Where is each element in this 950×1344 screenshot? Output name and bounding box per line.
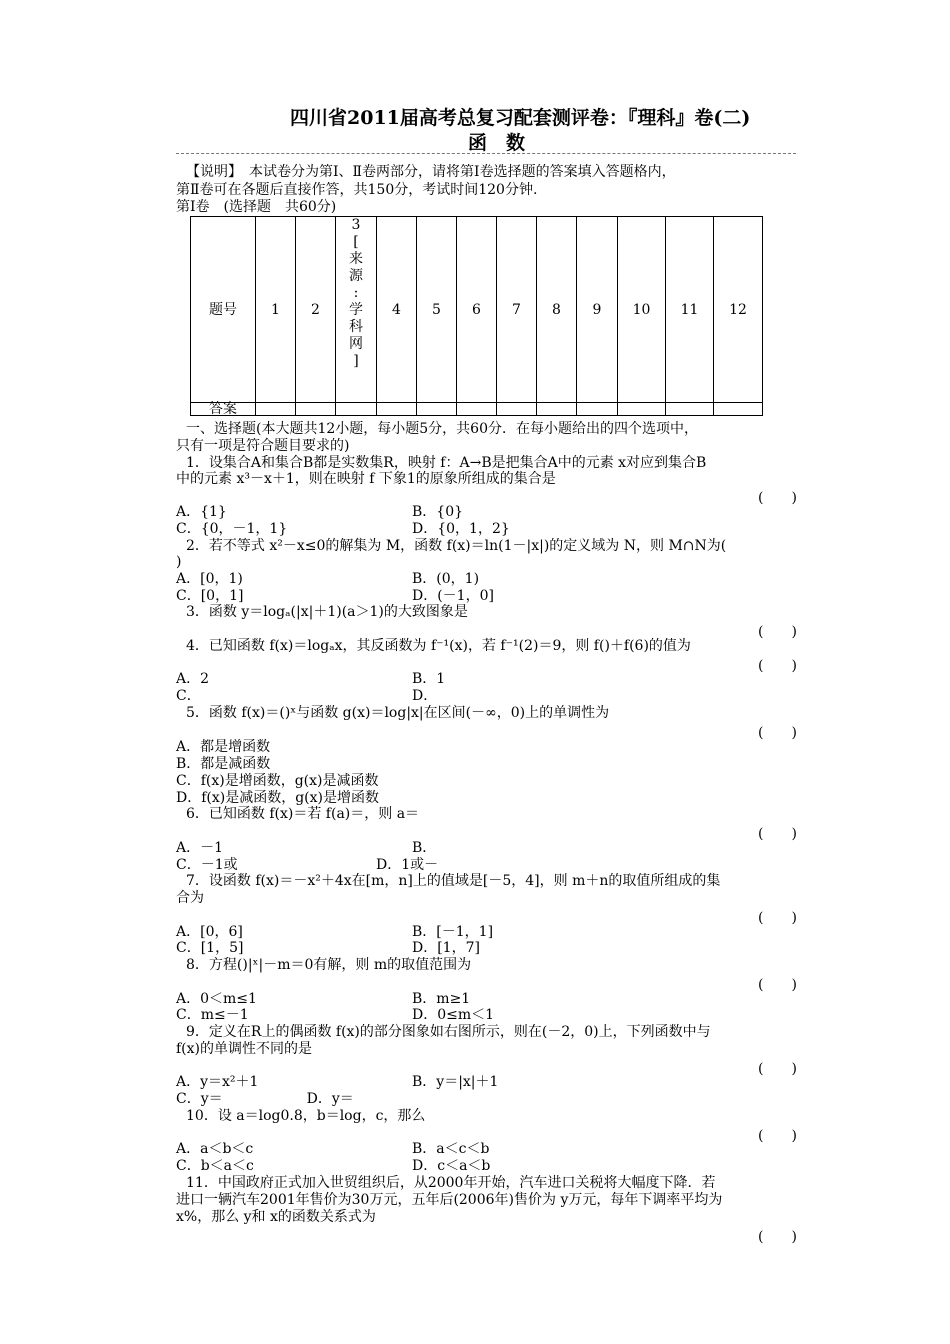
q2-option-b: B．(0，1) (412, 571, 480, 587)
answer-parens: ( ) (758, 1128, 797, 1144)
q7-option-c: C．[1，5] (176, 940, 244, 956)
question-number-cell: 7 (497, 217, 537, 403)
question-number-cell: 2 (296, 217, 336, 403)
q8-option-a: A．0＜m≤1 (176, 991, 257, 1007)
question-number-cell: 12 (714, 217, 763, 403)
answer-parens: ( ) (758, 725, 797, 741)
q7-stem-line2: 合为 (176, 890, 204, 906)
q11-stem-line2: 进口一辆汽车2001年售价为30万元，五年后(2006年)售价为 y万元，每年下调率平均为 (176, 1192, 723, 1208)
q6-stem-line1: 6．已知函数 f(x)＝若 f(a)＝，则 a＝ (186, 806, 420, 822)
q10-stem-line1: 10．设 a＝log0.8，b＝log，c，那么 (186, 1108, 426, 1124)
q5-option-c: C．f(x)是增函数，g(x)是减函数 (176, 773, 379, 789)
q8-option-c: C．m≤－1 (176, 1007, 249, 1023)
answer-cell[interactable] (577, 403, 618, 416)
question-number-cell: 9 (577, 217, 618, 403)
q1-option-d: D．{0，1，2} (412, 521, 510, 537)
q4-option-b: B．1 (412, 671, 446, 687)
question-number-cell: 11 (666, 217, 714, 403)
answer-parens: ( ) (758, 1061, 797, 1077)
section-heading-line2: 只有一项是符合题目要求的) (176, 438, 350, 454)
q2-option-d: D．(－1，0] (412, 588, 494, 604)
answer-cell[interactable] (296, 403, 336, 416)
question-number-cell: 4 (377, 217, 417, 403)
q8-stem-line1: 8．方程()|ˣ|－m＝0有解，则 m的取值范围为 (186, 957, 472, 973)
q10-option-b: B．a＜c＜b (412, 1141, 490, 1157)
q4-option-d: D． (412, 688, 438, 704)
q4-option-c: C． (176, 688, 201, 704)
page-subtitle: 函 数 (468, 132, 526, 154)
answer-parens: ( ) (758, 624, 797, 640)
q2-option-a: A．[0，1) (176, 571, 243, 587)
instructions-line2: 第Ⅱ卷可在各题后直接作答，共150分，考试时间120分钟. (176, 182, 538, 198)
q6-option-a: A．－1 (176, 840, 224, 856)
q9-stem-line1: 9．定义在R上的偶函数 f(x)的部分图象如右图所示，则在(－2，0)上，下列函数中与 (186, 1024, 711, 1040)
q9-option-a: A．y＝x²＋1 (176, 1074, 259, 1090)
answer-cell[interactable] (457, 403, 497, 416)
q2-stem-line2: ) (176, 554, 182, 570)
answer-parens: ( ) (758, 910, 797, 926)
question-number-3-vertical: 3 [ 来 源 : 学 科 网 ] (349, 217, 363, 369)
answer-parens: ( ) (758, 977, 797, 993)
q7-option-d: D．[1，7] (412, 940, 480, 956)
answer-parens: ( ) (758, 1229, 797, 1245)
q7-option-b: B．[－1，1] (412, 924, 494, 940)
answer-parens: ( ) (758, 490, 797, 506)
part1-heading: 第Ⅰ卷 (选择题 共60分) (176, 199, 337, 215)
q1-option-c: C．{0，－1，1} (176, 521, 288, 537)
q1-stem-line1: 1．设集合A和集合B都是实数集R，映射 f：A→B是把集合A中的元素 x对应到集合B (186, 455, 707, 471)
title-divider (176, 153, 796, 154)
q5-option-a: A．都是增函数 (176, 739, 271, 755)
question-number-cell: 10 (618, 217, 666, 403)
answer-cell[interactable] (666, 403, 714, 416)
question-number-cell: 8 (537, 217, 577, 403)
q10-option-c: C．b＜a＜c (176, 1158, 254, 1174)
row-label-cell: 题号 (191, 217, 256, 403)
q1-stem-line2: 中的元素 x³－x＋1，则在映射 f 下象1的原象所组成的集合是 (176, 471, 556, 487)
q2-option-c: C．[0，1] (176, 588, 244, 604)
answer-cell[interactable] (618, 403, 666, 416)
page-title: 四川省2011届高考总复习配套测评卷：『理科』卷(二) (290, 107, 751, 129)
answer-label-cell: 答案 (191, 403, 256, 416)
q7-option-a: A．[0，6] (176, 924, 243, 940)
question-number-cell: 6 (457, 217, 497, 403)
q7-stem-line1: 7．设函数 f(x)＝－x²＋4x在[m，n]上的值域是[－5，4]，则 m＋n的取值所组成的集 (186, 873, 721, 889)
q4-stem-line1: 4．已知函数 f(x)＝logₐx，其反函数为 f⁻¹(x)，若 f⁻¹(2)＝9，则 f()＋f(6)的值为 (186, 638, 691, 654)
q2-stem-line1: 2．若不等式 x²－x≤0的解集为 M，函数 f(x)＝ln(1－|x|)的定义域为 N，则 M∩N为( (186, 538, 727, 554)
q5-option-b: B．都是减函数 (176, 756, 271, 772)
q9-option-b: B．y＝|x|＋1 (412, 1074, 499, 1090)
q3-stem-line1: 3．函数 y＝logₐ(|x|＋1)(a＞1)的大致图象是 (186, 604, 468, 620)
q6-option-d: D．1或－ (376, 857, 439, 873)
answer-parens: ( ) (758, 826, 797, 842)
q6-option-b: B． (412, 840, 437, 856)
q1-option-a: A．{1} (176, 504, 227, 520)
section-heading-line1: 一、选择题(本大题共12小题，每小题5分，共60分．在每小题给出的四个选项中， (186, 421, 698, 437)
q4-option-a: A．2 (176, 671, 210, 687)
question-number-cell (336, 217, 377, 403)
answer-cell[interactable] (714, 403, 763, 416)
answer-table (190, 216, 763, 416)
question-number-cell: 1 (256, 217, 296, 403)
q10-option-d: D．c＜a＜b (412, 1158, 491, 1174)
answer-cell[interactable] (417, 403, 457, 416)
answer-cell[interactable] (336, 403, 377, 416)
answer-cell[interactable] (537, 403, 577, 416)
answer-cell[interactable] (377, 403, 417, 416)
q1-option-b: B．{0} (412, 504, 464, 520)
q8-option-b: B．m≥1 (412, 991, 471, 1007)
q10-option-a: A．a＜b＜c (176, 1141, 254, 1157)
q11-stem-line1: 11．中国政府正式加入世贸组织后，从2000年开始，汽车进口关税将大幅度下降．若 (186, 1175, 716, 1191)
q5-stem-line1: 5．函数 f(x)＝()ˣ与函数 g(x)＝log|x|在区间(－∞，0)上的单调性为 (186, 705, 610, 721)
question-number-cell: 5 (417, 217, 457, 403)
q8-option-d: D．0≤m＜1 (412, 1007, 495, 1023)
instructions-line1: 【说明】 本试卷分为第Ⅰ、Ⅱ卷两部分，请将第Ⅰ卷选择题的答案填入答题格内， (186, 164, 676, 180)
q9-stem-line2: f(x)的单调性不同的是 (176, 1041, 313, 1057)
answer-cell[interactable] (497, 403, 537, 416)
answer-cell[interactable] (256, 403, 296, 416)
answer-parens: ( ) (758, 658, 797, 674)
q11-stem-line3: x%，那么 y和 x的函数关系式为 (176, 1209, 376, 1225)
q9-option-cd: C．y＝ D．y＝ (176, 1091, 354, 1107)
q6-option-c: C．－1或 (176, 857, 238, 873)
q5-option-d: D．f(x)是减函数，g(x)是增函数 (176, 790, 380, 806)
